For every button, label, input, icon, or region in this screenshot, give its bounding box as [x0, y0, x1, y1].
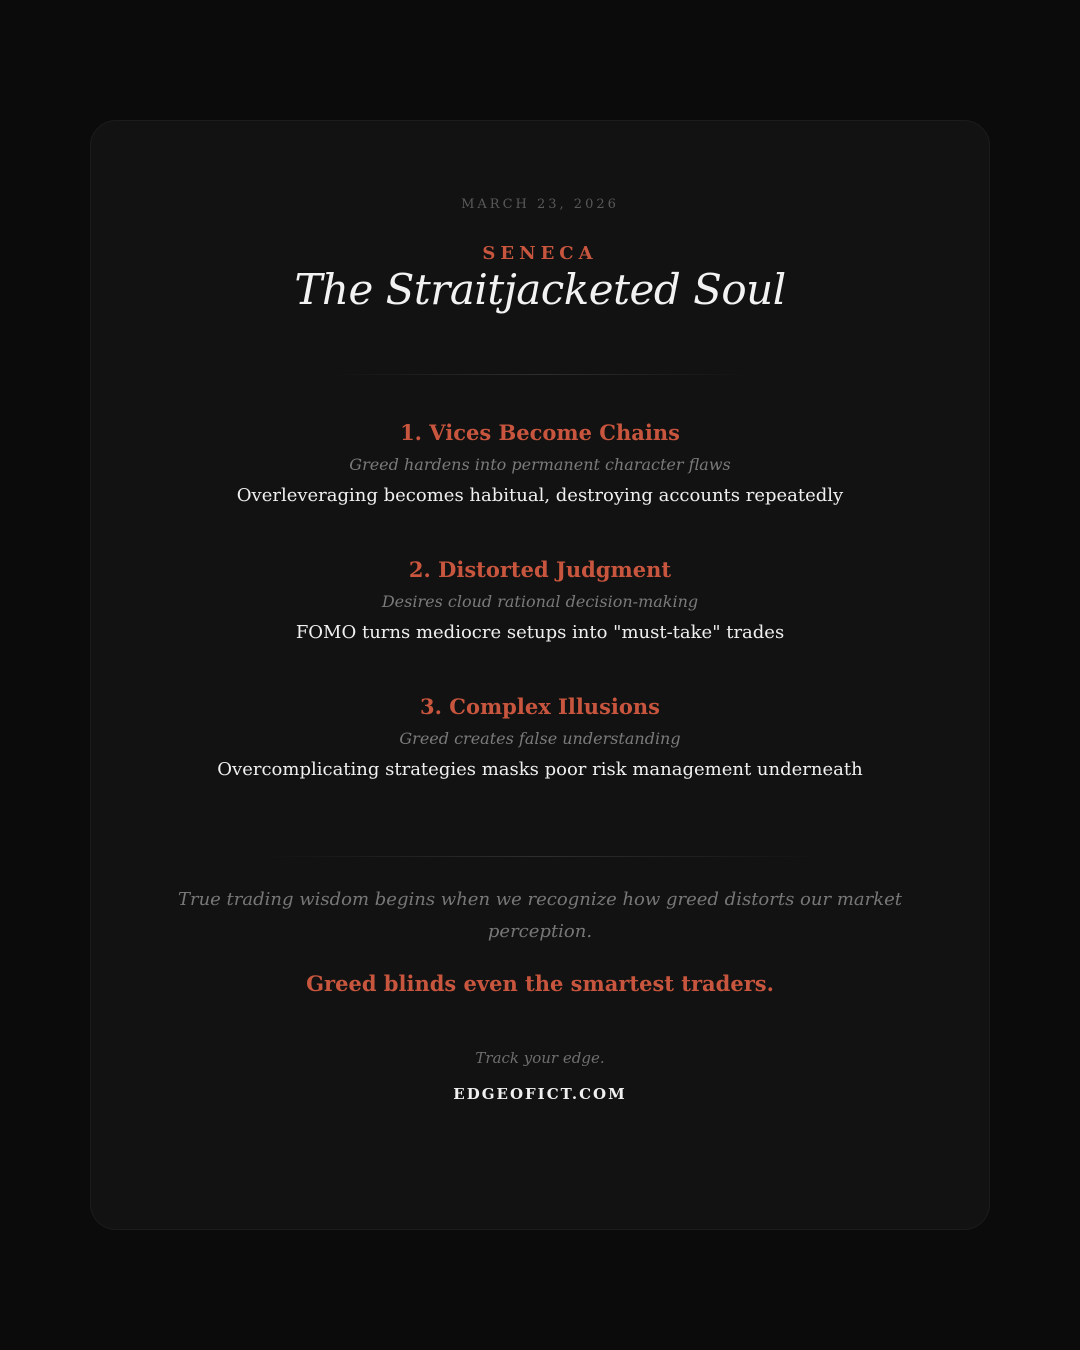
closing-reflection: True trading wisdom begins when we recognize how greed distorts our market perception.: [177, 889, 903, 942]
top-divider: [331, 374, 751, 375]
point-description: Overleveraging becomes habitual, destroying accounts repeatedly: [236, 485, 844, 506]
footer-tagline: Track your edge.: [475, 1049, 605, 1067]
author-name: SENECA: [482, 243, 598, 264]
website-link[interactable]: EDGEOFICT.COM: [453, 1085, 627, 1103]
point-heading: 1. Vices Become Chains: [400, 420, 680, 445]
point-item: [91, 692, 989, 782]
point-heading: 3. Complex Illusions: [420, 694, 660, 719]
point-item: [91, 555, 989, 645]
point-subtitle: Greed hardens into permanent character flaws: [349, 455, 731, 474]
point-subtitle: Greed creates false understanding: [399, 729, 681, 748]
point-heading: 2. Distorted Judgment: [408, 557, 672, 582]
bottom-divider: [261, 856, 821, 857]
point-subtitle: Desires cloud rational decision-making: [381, 592, 699, 611]
quote-card: [90, 120, 990, 1230]
point-description: FOMO turns mediocre setups into "must-take" trades: [295, 622, 785, 643]
page-title: The Straitjacketed Soul: [294, 265, 786, 314]
punchline: Greed blinds even the smartest traders.: [306, 971, 774, 996]
point-description: Overcomplicating strategies masks poor risk management underneath: [217, 759, 863, 780]
point-item: [91, 418, 989, 508]
date-label: MARCH 23, 2026: [461, 197, 619, 212]
